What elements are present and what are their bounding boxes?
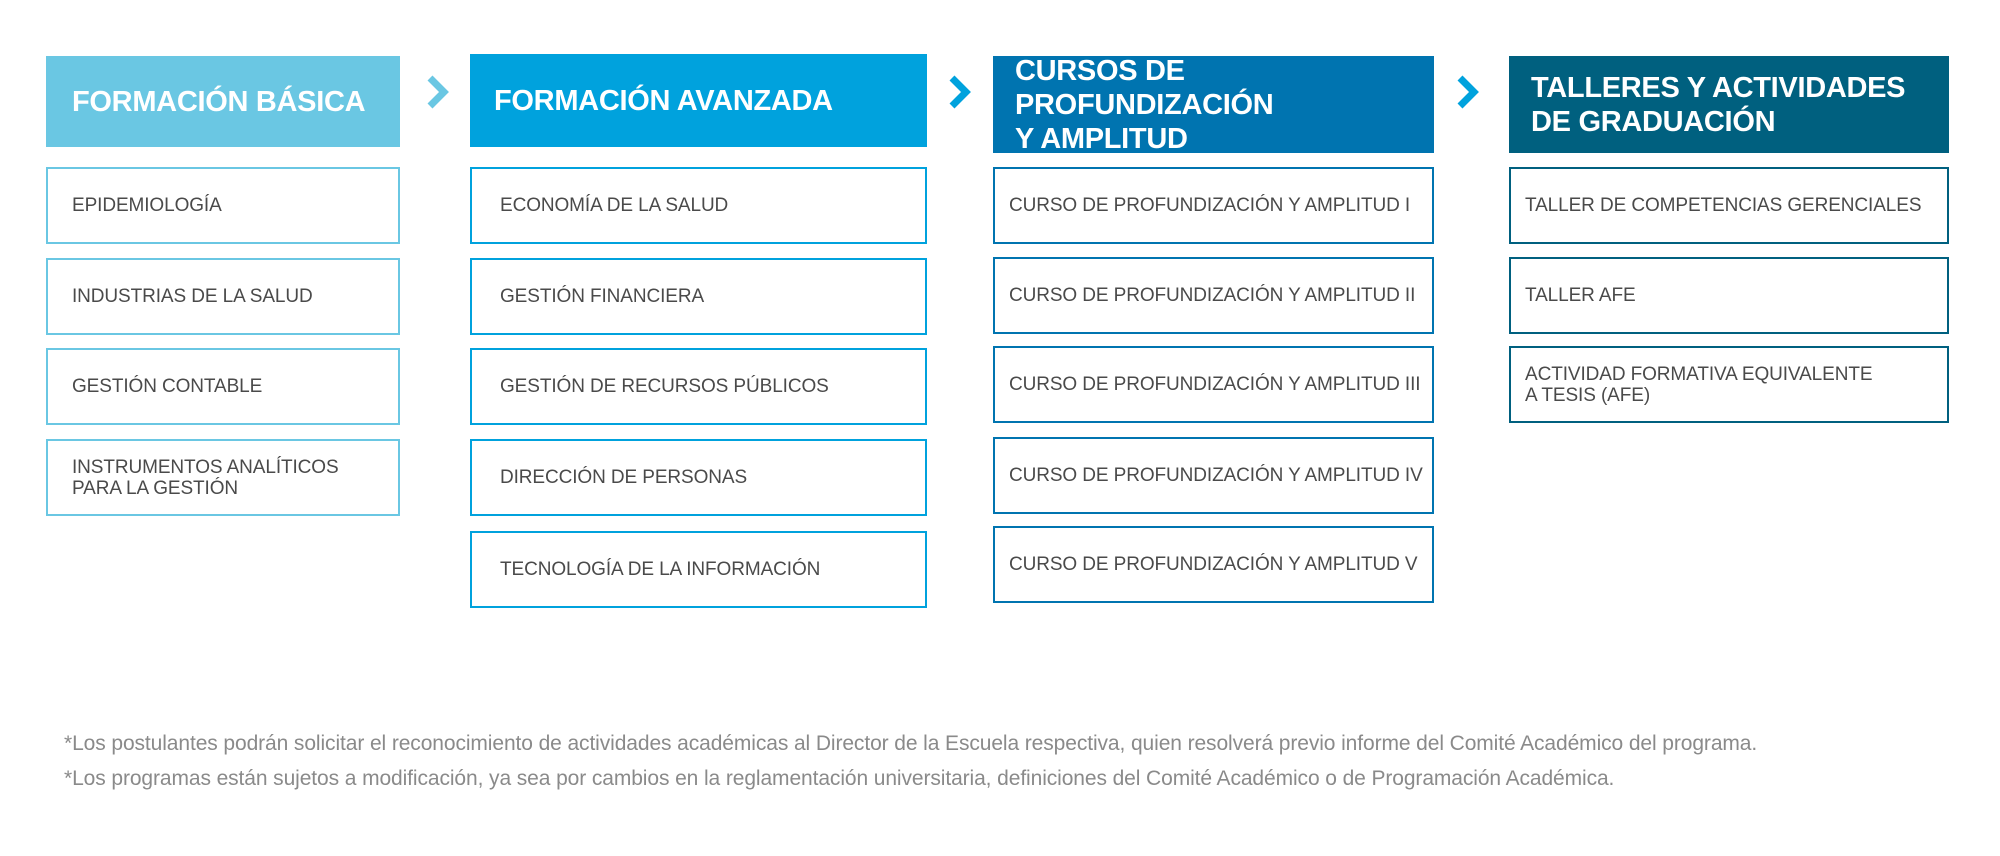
footnote-modificacion: *Los programas están sujetos a modificación, ya sea por cambios en la reglamentación universitaria, definiciones del Comité Académico o de Programación Académica. (64, 767, 1615, 790)
course-box-cpa-5: CURSO DE PROFUNDIZACIÓN Y AMPLITUD V (993, 526, 1434, 603)
course-box-gestion-contable: GESTIÓN CONTABLE (46, 348, 400, 425)
course-box-industrias-salud: INDUSTRIAS DE LA SALUD (46, 258, 400, 335)
course-box-taller-competencias: TALLER DE COMPETENCIAS GERENCIALES (1509, 167, 1949, 244)
course-box-cpa-1: CURSO DE PROFUNDIZACIÓN Y AMPLITUD I (993, 167, 1434, 244)
course-box-cpa-3: CURSO DE PROFUNDIZACIÓN Y AMPLITUD III (993, 346, 1434, 423)
course-box-actividad-formativa: ACTIVIDAD FORMATIVA EQUIVALENTE A TESIS (AFE) (1509, 346, 1949, 423)
chevron-right-icon (947, 74, 975, 110)
chevron-right-icon (425, 74, 453, 110)
column-header-formacion-avanzada: FORMACIÓN AVANZADA (470, 54, 927, 147)
column-header-formacion-basica: FORMACIÓN BÁSICA (46, 56, 400, 147)
course-box-cpa-4: CURSO DE PROFUNDIZACIÓN Y AMPLITUD IV (993, 437, 1434, 514)
course-box-direccion-personas: DIRECCIÓN DE PERSONAS (470, 439, 927, 516)
course-box-cpa-2: CURSO DE PROFUNDIZACIÓN Y AMPLITUD II (993, 257, 1434, 334)
course-box-instrumentos-analiticos: INSTRUMENTOS ANALÍTICOS PARA LA GESTIÓN (46, 439, 400, 516)
footnote-reconocimiento: *Los postulantes podrán solicitar el reconocimiento de actividades académicas al Director de la Escuela respectiva, quien resolverá previo informe del Comité Académico del programa. (64, 732, 1758, 755)
course-box-gestion-financiera: GESTIÓN FINANCIERA (470, 258, 927, 335)
column-header-cursos-profundizacion: CURSOS DE PROFUNDIZACIÓN Y AMPLITUD (993, 56, 1434, 153)
course-box-tecnologia-informacion: TECNOLOGÍA DE LA INFORMACIÓN (470, 531, 927, 608)
course-box-taller-afe: TALLER AFE (1509, 257, 1949, 334)
course-box-economia-salud: ECONOMÍA DE LA SALUD (470, 167, 927, 244)
course-box-epidemiologia: EPIDEMIOLOGÍA (46, 167, 400, 244)
chevron-right-icon (1455, 74, 1483, 110)
course-box-gestion-recursos-publicos: GESTIÓN DE RECURSOS PÚBLICOS (470, 348, 927, 425)
column-header-talleres-actividades: TALLERES Y ACTIVIDADES DE GRADUACIÓN (1509, 56, 1949, 153)
